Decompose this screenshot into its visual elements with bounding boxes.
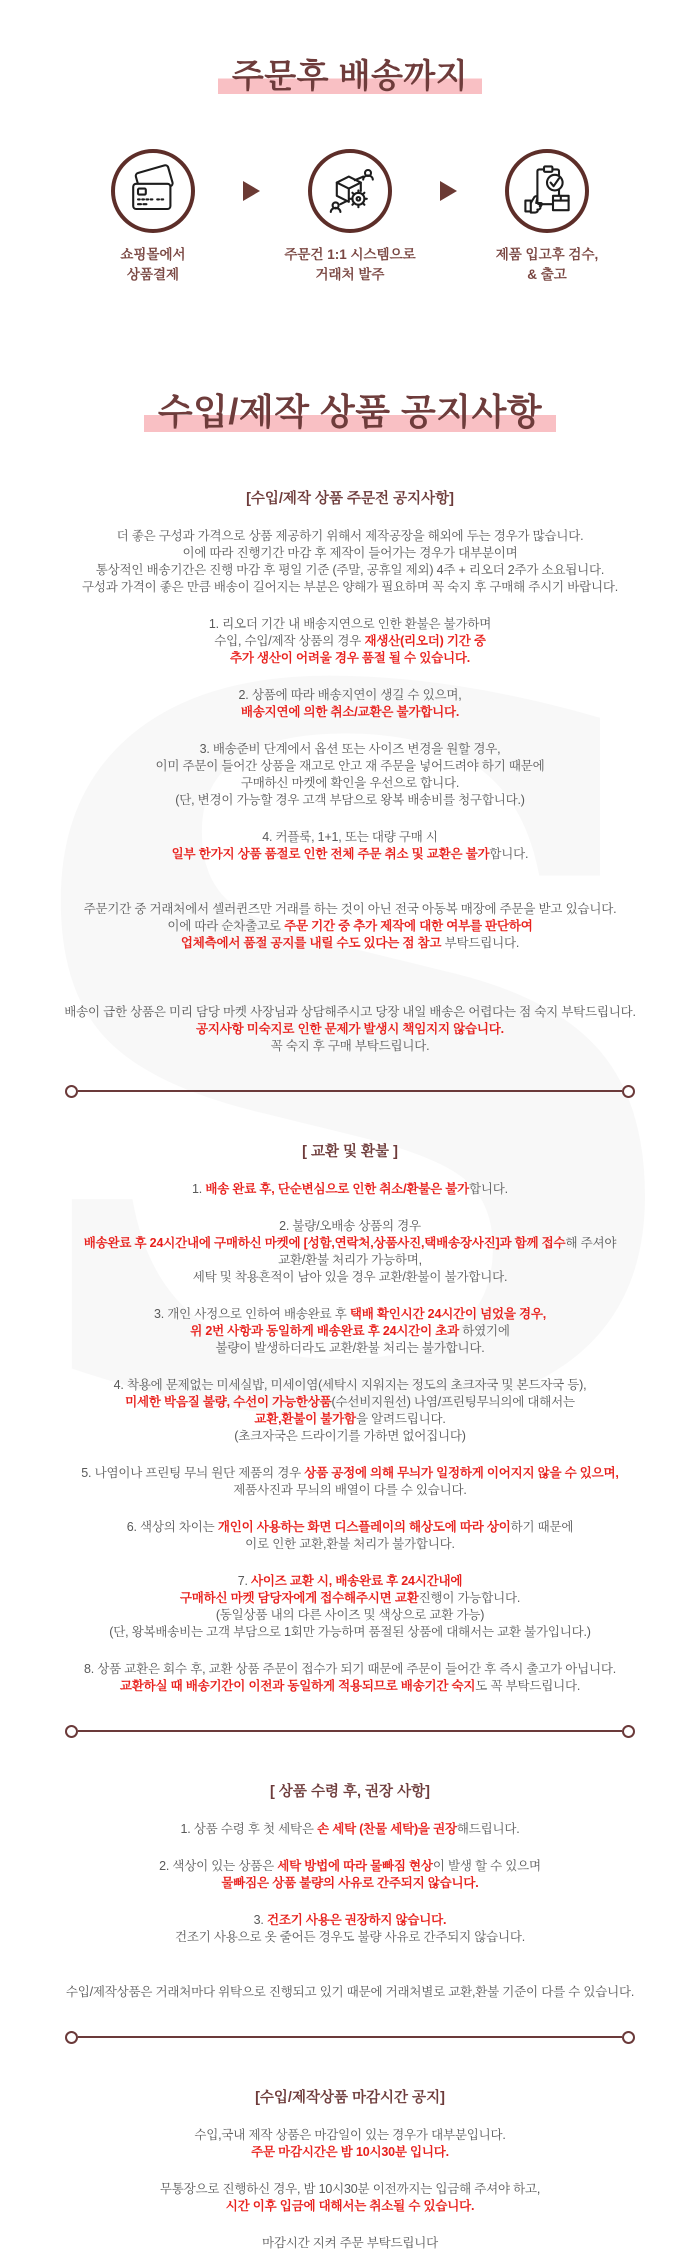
notice-text: 수입/제작상품은 거래처마다 위탁으로 진행되고 있기 때문에 거래처별로 교환,환불 기준이 다를 수 있습니다. bbox=[65, 1984, 635, 1999]
notice-text: 2. 불량/오배송 상품의 경우 bbox=[279, 1218, 421, 1233]
notice-sections bbox=[0, 487, 700, 2252]
notice-text: 을 알려드립니다. bbox=[355, 1411, 446, 1426]
notice-text: (수선비지원선) 나염/프린팅무늬의에 대해서는 bbox=[331, 1394, 575, 1409]
notice-paragraph bbox=[0, 901, 700, 952]
page-title-import-notice: 수입/제작 상품 공지사항 bbox=[0, 384, 700, 435]
notice-text: 1. 상품 수령 후 첫 세탁은 bbox=[180, 1821, 318, 1836]
notice-text: 이에 따라 진행기간 마감 후 제작이 들어가는 경우가 대부분이며 bbox=[182, 545, 518, 560]
notice-paragraph bbox=[0, 1377, 700, 1445]
section-divider bbox=[65, 1725, 635, 1738]
notice-section bbox=[0, 487, 700, 1098]
notice-text: 꼭 숙지 후 구매 부탁드립니다. bbox=[270, 1038, 430, 1053]
notice-text-emphasis: 주문 마감시간은 밤 10시30분 입니다. bbox=[251, 2144, 449, 2159]
notice-text: 무통장으로 진행하신 경우, 밤 10시30분 이전까지는 입금해 주셔야 하고, bbox=[159, 2181, 541, 2196]
notice-text-emphasis: 위 2번 사항과 동일하게 배송완료 후 24시간이 초과 bbox=[190, 1323, 459, 1338]
notice-text: 6. 색상의 차이는 bbox=[126, 1519, 218, 1534]
notice-text: (단, 왕복배송비는 고객 부담으로 1회만 가능하며 품절된 상품에 대해서는 교환 불가입니다.) bbox=[109, 1624, 591, 1639]
notice-text: 진행이 가능합니다. bbox=[418, 1590, 521, 1605]
divider-endpoint-circle bbox=[65, 1725, 78, 1738]
notice-text: 수입,국내 제작 상품은 마감일이 있는 경우가 대부분입니다. bbox=[194, 2127, 506, 2142]
step-label bbox=[120, 245, 185, 286]
notice-text-emphasis: 주문 기간 중 추가 제작에 대한 여부를 판단하여 bbox=[284, 918, 533, 933]
divider-endpoint-circle bbox=[65, 1085, 78, 1098]
notice-text: 주문기간 중 거래처에서 셀러퀸즈만 거래를 하는 것이 아닌 전국 아동복 매장에 주문을 받고 있습니다. bbox=[83, 901, 617, 916]
notice-paragraph bbox=[0, 1984, 700, 2001]
notice-text: 제품사진과 무늬의 배열이 다를 수 있습니다. bbox=[233, 1482, 467, 1497]
notice-text: 건조기 사용으로 옷 줄어든 경우도 불량 사유로 간주되지 않습니다. bbox=[174, 1929, 526, 1944]
notice-text: 불량이 발생하더라도 교환/환불 처리는 불가합니다. bbox=[215, 1340, 485, 1355]
notice-text: (초크자국은 드라이기를 가하면 없어집니다) bbox=[234, 1428, 466, 1443]
step-payment bbox=[63, 149, 243, 286]
section-title: [수입/제작상품 마감시간 공지] bbox=[255, 2089, 445, 2106]
step-circle bbox=[505, 149, 589, 233]
notice-text: 이미 주문이 들어간 상품을 재고로 안고 재 주문을 넣어드려야 하기 때문에 bbox=[155, 758, 545, 773]
notice-paragraph bbox=[0, 1912, 700, 1946]
notice-text-emphasis: 일부 한가지 상품 품절로 인한 전체 주문 취소 및 교환은 불가 bbox=[171, 846, 490, 861]
notice-text: 세탁 및 착용흔적이 남아 있을 경우 교환/환불이 불가합니다. bbox=[192, 1269, 508, 1284]
order-system-icon bbox=[320, 161, 380, 221]
credit-card-icon bbox=[123, 161, 183, 221]
section-divider bbox=[65, 1085, 635, 1098]
step-label-line: & 출고 bbox=[527, 267, 567, 283]
notice-text: 부탁드립니다. bbox=[441, 935, 520, 950]
notice-text-emphasis: 재생산(리오더) 기간 중 bbox=[364, 633, 486, 648]
step-label-line: 상품결제 bbox=[126, 267, 180, 283]
notice-text: 2. 색상이 있는 상품은 bbox=[159, 1858, 278, 1873]
notice-text: 이로 인한 교환,환불 처리가 불가합니다. bbox=[245, 1536, 455, 1551]
page-title-order-to-delivery: 주문후 배송까지 bbox=[0, 50, 700, 97]
step-label-line: 주문건 1:1 시스템으로 bbox=[284, 247, 416, 262]
notice-text-emphasis: 건조기 사용은 권장하지 않습니다. bbox=[266, 1912, 447, 1927]
notice-paragraph bbox=[0, 616, 700, 667]
section-title: [ 교환 및 환불 ] bbox=[302, 1143, 398, 1160]
step-circle bbox=[111, 149, 195, 233]
notice-text: 수입, 수입/제작 상품의 경우 bbox=[214, 633, 365, 648]
arrow-right-icon bbox=[440, 181, 457, 201]
notice-text: 5. 나염이나 프린팅 무늬 원단 제품의 경우 bbox=[81, 1465, 305, 1480]
notice-text-emphasis: 공지사항 미숙지로 인한 문제가 발생시 책임지지 않습니다. bbox=[196, 1021, 504, 1036]
step-inspection-shipping bbox=[457, 149, 637, 286]
divider-line bbox=[78, 1090, 622, 1093]
notice-text: 구성과 가격이 좋은 만큼 배송이 길어지는 부분은 양해가 필요하며 꼭 숙지 후 구매해 주시기 바랍니다. bbox=[82, 579, 618, 594]
notice-paragraph bbox=[0, 1858, 700, 1892]
notice-section bbox=[0, 1780, 700, 2044]
notice-paragraph bbox=[0, 2181, 700, 2215]
notice-text: 합니다. bbox=[469, 1181, 508, 1196]
notice-text-emphasis: 손 세탁 (찬물 세탁)을 권장 bbox=[317, 1821, 457, 1836]
notice-section bbox=[0, 2086, 700, 2252]
notice-text: (단, 변경이 가능할 경우 고객 부담으로 왕복 배송비를 청구합니다.) bbox=[175, 792, 525, 807]
notice-paragraph bbox=[0, 528, 700, 596]
notice-text: 8. 상품 교환은 회수 후, 교환 상품 주문이 접수가 되기 때문에 주문이 들어간 후 즉시 출고가 아닙니다. bbox=[83, 1661, 617, 1676]
notice-text: 3. 배송준비 단계에서 옵션 또는 사이즈 변경을 원할 경우, bbox=[199, 741, 501, 756]
arrow-right-icon bbox=[243, 181, 260, 201]
notice-text: 합니다. bbox=[489, 846, 529, 861]
notice-paragraph bbox=[0, 741, 700, 809]
divider-endpoint-circle bbox=[65, 2031, 78, 2044]
notice-text-emphasis: 미세한 박음질 불량, 수선이 가능한상품 bbox=[125, 1394, 332, 1409]
notice-text: 해드립니다. bbox=[456, 1821, 520, 1836]
notice-text-emphasis: 물빠짐은 상품 불량의 사유로 간주되지 않습니다. bbox=[221, 1875, 479, 1890]
step-label-line: 거래처 발주 bbox=[315, 267, 385, 283]
notice-text-emphasis: 개인이 사용하는 화면 디스플레이의 해상도에 따라 상이 bbox=[217, 1519, 511, 1534]
notice-text: 도 꼭 부탁드립니다. bbox=[475, 1678, 581, 1693]
notice-paragraph bbox=[0, 1661, 700, 1695]
notice-paragraph bbox=[0, 1306, 700, 1357]
notice-text: 1. 리오더 기간 내 배송지연으로 인한 환불은 불가하며 bbox=[208, 616, 492, 631]
notice-text-emphasis: 교환,환불이 불가함 bbox=[254, 1411, 356, 1426]
notice-text-emphasis: 교환하실 때 배송기간이 이전과 동일하게 적용되므로 배송기간 숙지 bbox=[119, 1678, 476, 1693]
divider-endpoint-circle bbox=[622, 2031, 635, 2044]
notice-paragraph bbox=[0, 2235, 700, 2252]
notice-paragraph bbox=[0, 1218, 700, 1286]
notice-text-emphasis: 배송완료 후 24시간내에 구매하신 마켓에 [성함,연락처,상품사진,택배송장사진]과 함께 접수 bbox=[83, 1235, 566, 1250]
section-title: [수입/제작 상품 주문전 공지사항] bbox=[246, 490, 454, 507]
notice-paragraph bbox=[0, 1573, 700, 1641]
notice-text: 통상적인 배송기간은 진행 마감 후 평일 기준 (주말, 공휴일 제외) 4주 + 리오더 2주가 소요됩니다. bbox=[95, 562, 605, 577]
divider-line bbox=[78, 1730, 622, 1733]
notice-text-emphasis: 배송지연에 의한 취소/교환은 불가합니다. bbox=[240, 704, 460, 719]
notice-text: 배송이 급한 상품은 미리 담당 마켓 사장님과 상담해주시고 당장 내일 배송은 어렵다는 점 숙지 부탁드립니다. bbox=[64, 1004, 636, 1019]
step-circle bbox=[308, 149, 392, 233]
notice-text: 2. 상품에 따라 배송지연이 생길 수 있으며, bbox=[238, 687, 462, 702]
notice-text: 1. bbox=[192, 1181, 206, 1196]
notice-paragraph bbox=[0, 1004, 700, 1055]
notice-paragraph bbox=[0, 1181, 700, 1198]
notice-paragraph bbox=[0, 1465, 700, 1499]
notice-paragraph bbox=[0, 1519, 700, 1553]
delivery-process-steps bbox=[0, 149, 700, 286]
notice-text-emphasis: 택배 확인시간 24시간이 넘었을 경우, bbox=[349, 1306, 547, 1321]
notice-text: 7. bbox=[237, 1573, 252, 1588]
notice-text: 4. 커플룩, 1+1, 또는 대량 구매 시 bbox=[262, 829, 438, 844]
inspection-shipping-icon bbox=[517, 161, 577, 221]
notice-text: 하기 때문에 bbox=[510, 1519, 574, 1534]
notice-paragraph bbox=[0, 2127, 700, 2161]
notice-section bbox=[0, 1140, 700, 1738]
step-label bbox=[496, 245, 599, 286]
section-divider bbox=[65, 2031, 635, 2044]
notice-text-emphasis: 추가 생산이 어려울 경우 품절 될 수 있습니다. bbox=[230, 650, 470, 665]
notice-paragraph bbox=[0, 687, 700, 721]
section-title: [ 상품 수령 후, 권장 사항] bbox=[270, 1783, 430, 1800]
divider-endpoint-circle bbox=[622, 1725, 635, 1738]
notice-text: 이 발생 할 수 있으며 bbox=[432, 1858, 541, 1873]
notice-text: 더 좋은 구성과 가격으로 상품 제공하기 위해서 제작공장을 해외에 두는 경우가 많습니다. bbox=[116, 528, 584, 543]
notice-text: 구매하신 마켓에 확인을 우선으로 합니다. bbox=[240, 775, 460, 790]
notice-text: 3. bbox=[253, 1912, 267, 1927]
step-order-system bbox=[260, 149, 440, 286]
divider-line bbox=[78, 2036, 622, 2039]
notice-text: 해 주셔야 bbox=[565, 1235, 617, 1250]
step-label bbox=[284, 245, 415, 286]
notice-paragraph bbox=[0, 1821, 700, 1838]
notice-text-emphasis: 상품 공정에 의해 무늬가 일정하게 이어지지 않을 수 있으며, bbox=[304, 1465, 619, 1480]
notice-text-emphasis: 세탁 방법에 따라 물빠짐 현상 bbox=[277, 1858, 433, 1873]
notice-text: 하였기에 bbox=[459, 1323, 510, 1338]
notice-text-emphasis: 사이즈 교환 시, 배송완료 후 24시간내에 bbox=[251, 1573, 463, 1588]
notice-text-emphasis: 구매하신 마켓 담당자에게 접수해주시면 교환 bbox=[179, 1590, 419, 1605]
step-label-line: 제품 입고후 검수, bbox=[495, 247, 599, 262]
notice-paragraph bbox=[0, 829, 700, 863]
notice-text: 4. 착용에 문제없는 미세실밥, 미세이염(세탁시 지워지는 정도의 초크자국 및 본드자국 등), bbox=[113, 1377, 587, 1392]
divider-endpoint-circle bbox=[622, 1085, 635, 1098]
notice-text: 마감시간 지켜 주문 부탁드립니다 bbox=[261, 2235, 439, 2250]
notice-text-emphasis: 배송 완료 후, 단순변심으로 인한 취소/환불은 불가 bbox=[205, 1181, 470, 1196]
notice-text: 교환/환불 처리가 가능하며, bbox=[278, 1252, 422, 1267]
notice-text: 이에 따라 순차출고로 bbox=[167, 918, 285, 933]
step-label-line: 쇼핑몰에서 bbox=[120, 247, 186, 262]
notice-text: 3. 개인 사정으로 인하여 배송완료 후 bbox=[153, 1306, 350, 1321]
notice-text: (동일상품 내의 다른 사이즈 및 색상으로 교환 가능) bbox=[215, 1607, 485, 1622]
notice-text-emphasis: 시간 이후 입금에 대해서는 취소될 수 있습니다. bbox=[225, 2198, 475, 2213]
notice-text-emphasis: 업체측에서 품절 공지를 내릴 수도 있다는 점 참고 bbox=[180, 935, 442, 950]
